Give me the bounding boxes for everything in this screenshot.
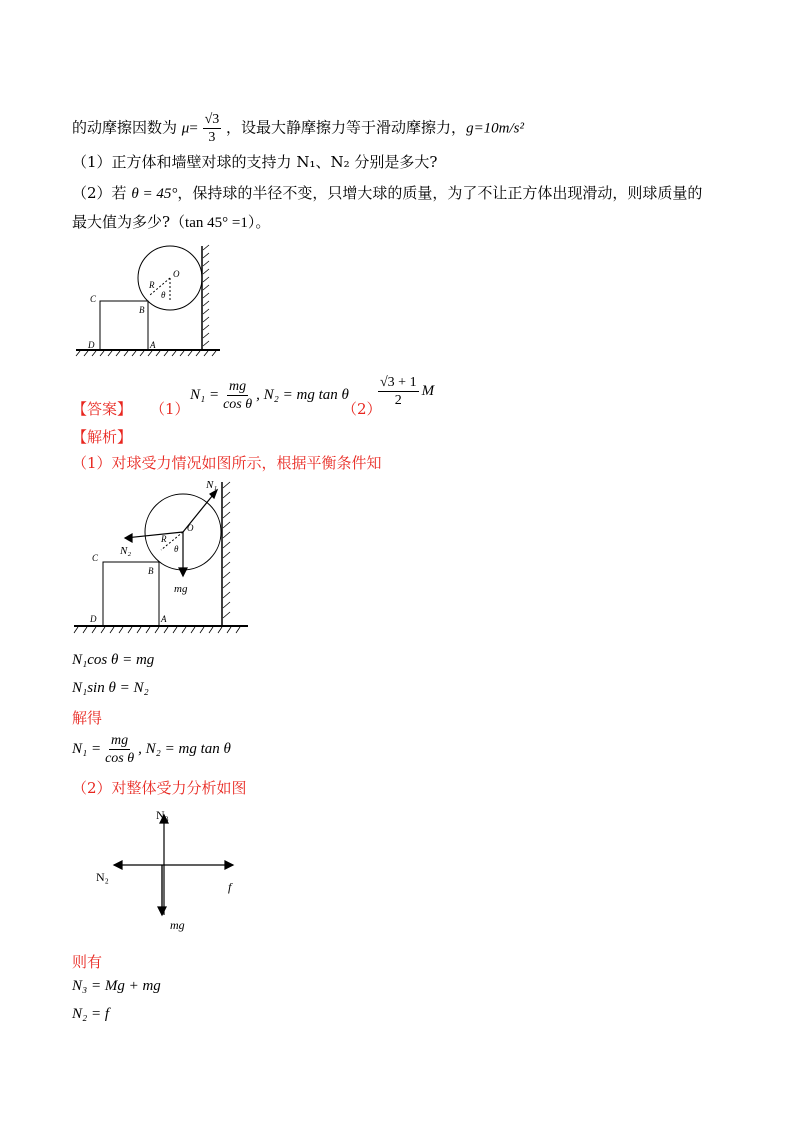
- answer-n1-num: mg: [229, 379, 247, 394]
- question-1: （1）正方体和墙壁对球的支持力 N₁、N₂ 分别是多大?: [72, 153, 438, 171]
- label-N2: N₂: [96, 870, 109, 884]
- label-O: O: [187, 523, 194, 533]
- answer-formula-2: [378, 374, 434, 409]
- label-D: D: [90, 614, 97, 624]
- answer-part1: （1）: [150, 400, 190, 418]
- answer-m-var: M: [421, 383, 435, 399]
- label-N3: N₃: [156, 808, 169, 822]
- label-A: A: [161, 614, 167, 624]
- answer-n1-den: cos θ: [223, 397, 253, 412]
- mu-denominator: 3: [208, 130, 216, 145]
- g-value: g=10m/s²: [466, 120, 525, 137]
- tan45: tan 45° =1: [185, 215, 248, 231]
- q2-line2-suffix: ）。: [247, 213, 271, 231]
- intro-suffix: ，设最大静摩擦力等于滑动摩擦力，: [226, 118, 467, 137]
- mu-fraction: [203, 111, 222, 146]
- analysis-step1: （1）对球受力情况如图所示，根据平衡条件知: [72, 454, 382, 472]
- label-f: f: [228, 880, 232, 894]
- label-B: B: [148, 566, 154, 576]
- figure-2-diagram: [70, 476, 250, 638]
- answer-part2: （2）: [342, 400, 382, 418]
- figure-1-diagram: [70, 240, 230, 360]
- ground-hatch: [76, 351, 216, 356]
- analysis-label: 【解析】: [72, 428, 133, 446]
- q2-rest: ，保持球的半径不变，只增大球的质量，为了不让正方体出现滑动，则球质量的: [177, 184, 703, 202]
- intro-prefix: 的动摩擦因数为: [72, 118, 178, 137]
- result-n2: , N₂ = mg tan θ: [138, 741, 231, 757]
- label-A: A: [150, 340, 156, 350]
- label-R: R: [149, 280, 155, 290]
- q2-prefix: （2）若: [72, 184, 127, 202]
- solve-label: 解得: [72, 709, 103, 727]
- mu-numerator: √3: [204, 112, 220, 127]
- label-N2: N₂: [120, 545, 132, 557]
- equation-3: N₃ = Mg + mg: [72, 978, 161, 994]
- answer-n1: N₁ =: [190, 387, 220, 403]
- wall-hatch: [203, 245, 209, 346]
- label-theta: θ: [174, 544, 179, 554]
- mu-eq: =: [189, 120, 198, 137]
- theta-value: θ = 45°: [131, 186, 178, 202]
- answer-m-num: √3 + 1: [380, 375, 417, 390]
- label-C: C: [90, 294, 97, 304]
- label-R: R: [161, 534, 167, 544]
- equation-4: N₂ = f: [72, 1006, 110, 1022]
- result-fraction: [103, 732, 136, 767]
- label-C: C: [92, 553, 99, 563]
- equation-1: N₁cos θ = mg: [72, 652, 155, 668]
- answer-formula-1: [190, 378, 349, 413]
- result-n1: N₁ =: [72, 741, 102, 757]
- label-B: B: [139, 305, 145, 315]
- label-O: O: [173, 269, 180, 279]
- answer-n1-fraction: [221, 378, 254, 413]
- result-num: mg: [111, 733, 129, 748]
- result-formula: [72, 732, 231, 767]
- label-N1: N₁: [206, 479, 218, 491]
- answer-m-fraction: [378, 374, 419, 409]
- equation-2: N₁sin θ = N₂: [72, 680, 149, 696]
- label-D: D: [88, 340, 95, 350]
- result-den: cos θ: [105, 751, 135, 766]
- intro-line: [72, 111, 524, 146]
- q2-line2-prefix: 最大值为多少?（: [72, 213, 186, 231]
- mu-symbol: μ: [181, 120, 190, 137]
- question-2-line2: [72, 212, 270, 233]
- analysis-step2: （2）对整体受力分析如图: [72, 779, 247, 797]
- figure-3-force-diagram: [90, 805, 260, 935]
- question-2-line1: [72, 183, 702, 204]
- answer-label: 【答案】: [72, 400, 133, 418]
- label-theta: θ: [161, 290, 166, 300]
- label-mg: mg: [174, 583, 188, 595]
- label-mg: mg: [170, 918, 185, 932]
- answer-m-den: 2: [394, 393, 402, 408]
- then-label: 则有: [72, 953, 103, 971]
- answer-n2: , N₂ = mg tan θ: [256, 387, 349, 403]
